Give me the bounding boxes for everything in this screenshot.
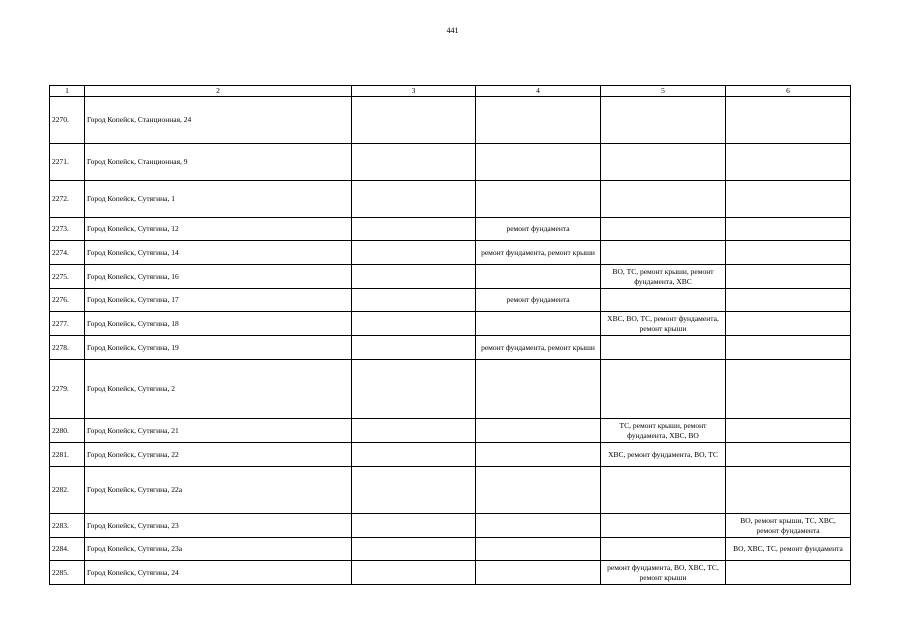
cell-col3: [352, 538, 476, 561]
row-number: 2284.: [50, 538, 85, 561]
row-address: Город Копейск, Сутягина, 21: [85, 419, 352, 443]
row-address: Город Копейск, Сутягина, 17: [85, 289, 352, 312]
row-address: Город Копейск, Сутягина, 14: [85, 241, 352, 265]
cell-col5: [601, 218, 726, 241]
registry-table: [49, 85, 851, 585]
cell-col4: ремонт фундамента: [476, 218, 601, 241]
row-number: 2277.: [50, 312, 85, 336]
cell-col5: [601, 336, 726, 360]
table-row: [50, 336, 851, 360]
cell-col6: [726, 419, 851, 443]
cell-col6: [726, 218, 851, 241]
cell-col6: [726, 144, 851, 181]
cell-col3: [352, 218, 476, 241]
table-row: [50, 97, 851, 144]
table-row: [50, 312, 851, 336]
table-row: [50, 265, 851, 289]
cell-col5: ХВС, ремонт фундамента, ВО, ТС: [601, 443, 726, 467]
row-address: Город Копейск, Сутягина, 18: [85, 312, 352, 336]
cell-col6: [726, 561, 851, 585]
cell-col3: [352, 514, 476, 538]
cell-col5: [601, 181, 726, 218]
cell-col5: [601, 467, 726, 514]
row-address: Город Копейск, Станционная, 24: [85, 97, 352, 144]
table-row: [50, 467, 851, 514]
table-row: [50, 561, 851, 585]
row-number: 2271.: [50, 144, 85, 181]
cell-col5: [601, 538, 726, 561]
row-address: Город Копейск, Сутягина, 23а: [85, 538, 352, 561]
cell-col6: [726, 181, 851, 218]
cell-col5: [601, 514, 726, 538]
cell-col4: ремонт фундамента, ремонт крыши: [476, 336, 601, 360]
row-number: 2274.: [50, 241, 85, 265]
row-number: 2280.: [50, 419, 85, 443]
cell-col3: [352, 360, 476, 419]
row-number: 2279.: [50, 360, 85, 419]
cell-col4: [476, 514, 601, 538]
table-row: [50, 514, 851, 538]
row-number: 2273.: [50, 218, 85, 241]
cell-col5: ХВС, ВО, ТС, ремонт фундамента, ремонт крыши: [601, 312, 726, 336]
cell-col3: [352, 289, 476, 312]
cell-col3: [352, 241, 476, 265]
cell-col5: [601, 289, 726, 312]
cell-col6: [726, 312, 851, 336]
cell-col6: ВО, ремонт крыши, ТС, ХВС, ремонт фундамента: [726, 514, 851, 538]
cell-col3: [352, 419, 476, 443]
cell-col3: [352, 265, 476, 289]
row-number: 2278.: [50, 336, 85, 360]
cell-col6: [726, 265, 851, 289]
cell-col3: [352, 443, 476, 467]
cell-col3: [352, 467, 476, 514]
cell-col6: [726, 241, 851, 265]
cell-col6: [726, 443, 851, 467]
row-address: Город Копейск, Сутягина, 12: [85, 218, 352, 241]
cell-col5: [601, 97, 726, 144]
column-header: 3: [352, 86, 476, 97]
row-address: Город Копейск, Сутягина, 24: [85, 561, 352, 585]
cell-col6: [726, 336, 851, 360]
column-header: 4: [476, 86, 601, 97]
row-address: Город Копейск, Сутягина, 19: [85, 336, 352, 360]
cell-col5: ВО, ТС, ремонт крыши, ремонт фундамента, ХВС: [601, 265, 726, 289]
cell-col6: [726, 97, 851, 144]
cell-col4: [476, 265, 601, 289]
cell-col4: ремонт фундамента: [476, 289, 601, 312]
table-row: [50, 360, 851, 419]
row-address: Город Копейск, Сутягина, 22: [85, 443, 352, 467]
row-address: Город Копейск, Сутягина, 23: [85, 514, 352, 538]
row-address: Город Копейск, Сутягина, 16: [85, 265, 352, 289]
cell-col4: [476, 97, 601, 144]
row-address: Город Копейск, Сутягина, 2: [85, 360, 352, 419]
cell-col4: [476, 419, 601, 443]
table-row: [50, 538, 851, 561]
table-row: [50, 144, 851, 181]
page-number: 441: [446, 26, 459, 35]
cell-col6: [726, 360, 851, 419]
cell-col3: [352, 336, 476, 360]
row-address: Город Копейск, Сутягина, 1: [85, 181, 352, 218]
row-address: Город Копейск, Сутягина, 22а: [85, 467, 352, 514]
row-number: 2282.: [50, 467, 85, 514]
cell-col3: [352, 144, 476, 181]
row-number: 2283.: [50, 514, 85, 538]
cell-col4: ремонт фундамента, ремонт крыши: [476, 241, 601, 265]
cell-col5: [601, 360, 726, 419]
table-row: [50, 443, 851, 467]
row-number: 2276.: [50, 289, 85, 312]
column-header: 5: [601, 86, 726, 97]
cell-col4: [476, 181, 601, 218]
cell-col3: [352, 97, 476, 144]
cell-col3: [352, 561, 476, 585]
cell-col3: [352, 181, 476, 218]
row-number: 2285.: [50, 561, 85, 585]
table-row: [50, 181, 851, 218]
cell-col3: [352, 312, 476, 336]
cell-col5: [601, 241, 726, 265]
row-address: Город Копейск, Станционная, 9: [85, 144, 352, 181]
row-number: 2272.: [50, 181, 85, 218]
cell-col4: [476, 360, 601, 419]
column-header: 6: [726, 86, 851, 97]
cell-col5: ТС, ремонт крыши, ремонт фундамента, ХВС, ВО: [601, 419, 726, 443]
cell-col4: [476, 538, 601, 561]
table-row: [50, 218, 851, 241]
table-row: [50, 419, 851, 443]
table-row: [50, 289, 851, 312]
cell-col6: [726, 289, 851, 312]
cell-col4: [476, 561, 601, 585]
cell-col4: [476, 467, 601, 514]
column-header: 2: [85, 86, 352, 97]
cell-col5: ремонт фундамента, ВО, ХВС, ТС, ремонт крыши: [601, 561, 726, 585]
cell-col4: [476, 443, 601, 467]
row-number: 2270.: [50, 97, 85, 144]
row-number: 2281.: [50, 443, 85, 467]
cell-col4: [476, 312, 601, 336]
cell-col4: [476, 144, 601, 181]
table-header-row: [50, 86, 851, 97]
cell-col6: ВО, ХВС, ТС, ремонт фундамента: [726, 538, 851, 561]
cell-col6: [726, 467, 851, 514]
column-header: 1: [50, 86, 85, 97]
table-row: [50, 241, 851, 265]
row-number: 2275.: [50, 265, 85, 289]
cell-col5: [601, 144, 726, 181]
